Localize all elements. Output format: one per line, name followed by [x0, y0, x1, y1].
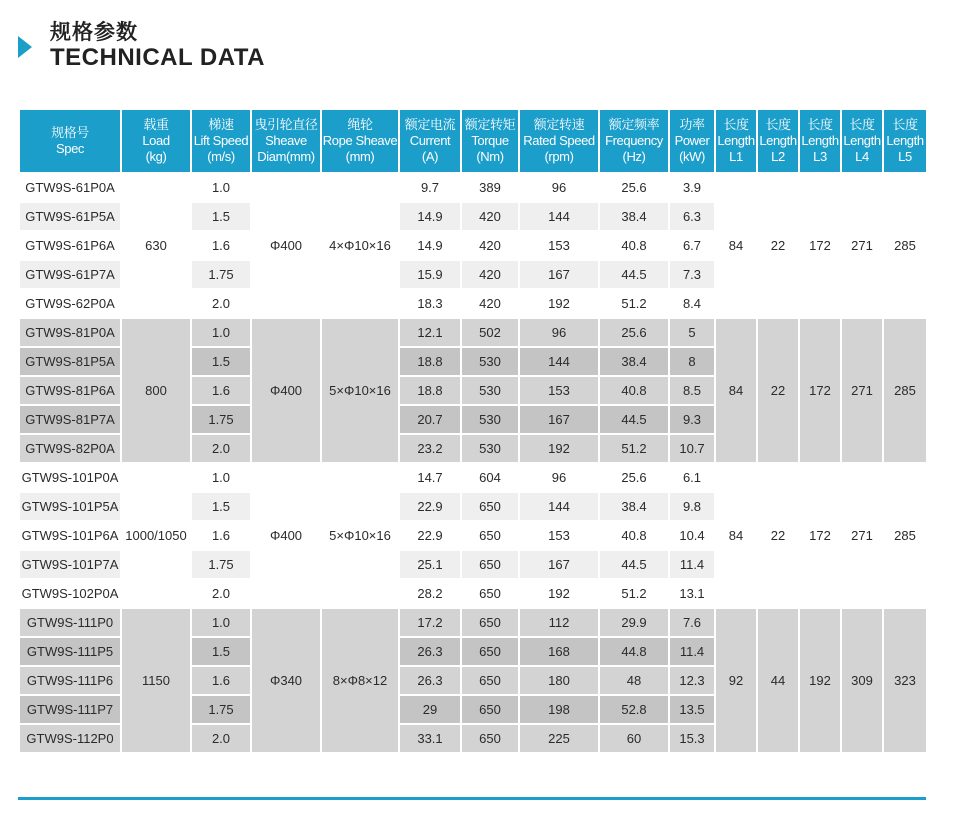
- column-header: [841, 109, 883, 173]
- column-header: [121, 109, 191, 173]
- cell-current: 23.2: [399, 434, 461, 463]
- column-header: [715, 109, 757, 173]
- cell-kw: 7.6: [669, 608, 715, 637]
- column-header-en: Rated Speed: [523, 133, 595, 148]
- table-header-row: [19, 109, 927, 173]
- cell-rpm: 225: [519, 724, 599, 753]
- cell-kw: 8: [669, 347, 715, 376]
- cell-rope: 5×Φ10×16: [321, 463, 399, 608]
- cell-speed: 1.5: [191, 202, 251, 231]
- cell-speed: 1.0: [191, 173, 251, 202]
- column-header-unit: (Nm): [476, 149, 504, 164]
- cell-L5: 285: [883, 318, 927, 463]
- column-header-cn: 长度: [723, 117, 749, 132]
- cell-spec: GTW9S-81P5A: [19, 347, 121, 376]
- cell-current: 18.8: [399, 376, 461, 405]
- cell-kw: 6.1: [669, 463, 715, 492]
- cell-kw: 9.8: [669, 492, 715, 521]
- cell-spec: GTW9S-111P7: [19, 695, 121, 724]
- cell-current: 9.7: [399, 173, 461, 202]
- cell-kw: 6.3: [669, 202, 715, 231]
- column-header-en: Frequency: [605, 133, 663, 148]
- cell-hz: 25.6: [599, 318, 669, 347]
- cell-L3: 192: [799, 608, 841, 753]
- table-bottom-rule: [18, 797, 926, 800]
- cell-current: 14.9: [399, 231, 461, 260]
- cell-speed: 2.0: [191, 289, 251, 318]
- cell-kw: 6.7: [669, 231, 715, 260]
- cell-speed: 1.0: [191, 463, 251, 492]
- column-header: [321, 109, 399, 173]
- cell-hz: 44.5: [599, 405, 669, 434]
- cell-torque: 650: [461, 724, 519, 753]
- cell-torque: 650: [461, 637, 519, 666]
- cell-hz: 52.8: [599, 695, 669, 724]
- cell-torque: 530: [461, 434, 519, 463]
- cell-torque: 650: [461, 695, 519, 724]
- cell-spec: GTW9S-101P5A: [19, 492, 121, 521]
- cell-hz: 40.8: [599, 231, 669, 260]
- cell-spec: GTW9S-61P0A: [19, 173, 121, 202]
- cell-load: 1150: [121, 608, 191, 753]
- cell-L2: 44: [757, 608, 799, 753]
- cell-hz: 40.8: [599, 521, 669, 550]
- column-header-cn: 额定频率: [608, 117, 660, 132]
- cell-current: 25.1: [399, 550, 461, 579]
- column-header-en: Power: [674, 133, 710, 148]
- column-header-unit: L5: [898, 149, 912, 164]
- cell-current: 22.9: [399, 492, 461, 521]
- cell-hz: 38.4: [599, 492, 669, 521]
- column-header-unit: (Hz): [622, 149, 646, 164]
- cell-kw: 3.9: [669, 173, 715, 202]
- column-header: [251, 109, 321, 173]
- cell-hz: 60: [599, 724, 669, 753]
- cell-hz: 44.5: [599, 260, 669, 289]
- cell-torque: 650: [461, 579, 519, 608]
- cell-spec: GTW9S-111P6: [19, 666, 121, 695]
- column-header: [191, 109, 251, 173]
- cell-current: 18.8: [399, 347, 461, 376]
- column-header-unit: L1: [729, 149, 743, 164]
- cell-load: 800: [121, 318, 191, 463]
- table-row: [19, 318, 927, 347]
- cell-current: 20.7: [399, 405, 461, 434]
- cell-L5: 285: [883, 173, 927, 318]
- technical-data-table: [18, 108, 928, 754]
- cell-current: 17.2: [399, 608, 461, 637]
- cell-hz: 40.8: [599, 376, 669, 405]
- column-header-en: Length: [759, 133, 797, 148]
- cell-L5: 285: [883, 463, 927, 608]
- cell-torque: 650: [461, 608, 519, 637]
- column-header-cn: 规格号: [51, 125, 89, 140]
- cell-rpm: 153: [519, 521, 599, 550]
- cell-rpm: 144: [519, 492, 599, 521]
- cell-kw: 11.4: [669, 550, 715, 579]
- cell-rpm: 144: [519, 202, 599, 231]
- cell-rpm: 168: [519, 637, 599, 666]
- cell-current: 12.1: [399, 318, 461, 347]
- column-header: [399, 109, 461, 173]
- cell-torque: 530: [461, 376, 519, 405]
- cell-speed: 1.75: [191, 550, 251, 579]
- column-header-cn: 额定转速: [533, 117, 585, 132]
- cell-spec: GTW9S-102P0A: [19, 579, 121, 608]
- column-header: [757, 109, 799, 173]
- cell-L4: 271: [841, 318, 883, 463]
- cell-spec: GTW9S-111P5: [19, 637, 121, 666]
- cell-L3: 172: [799, 173, 841, 318]
- cell-current: 14.9: [399, 202, 461, 231]
- cell-hz: 38.4: [599, 202, 669, 231]
- cell-rope: 4×Φ10×16: [321, 173, 399, 318]
- column-header-en: Spec: [55, 141, 85, 156]
- cell-kw: 5: [669, 318, 715, 347]
- cell-torque: 650: [461, 666, 519, 695]
- cell-L1: 84: [715, 173, 757, 318]
- cell-current: 28.2: [399, 579, 461, 608]
- column-header: [669, 109, 715, 173]
- cell-torque: 420: [461, 202, 519, 231]
- cell-hz: 44.5: [599, 550, 669, 579]
- cell-spec: GTW9S-101P0A: [19, 463, 121, 492]
- cell-current: 29: [399, 695, 461, 724]
- cell-rpm: 96: [519, 463, 599, 492]
- cell-rpm: 112: [519, 608, 599, 637]
- cell-kw: 9.3: [669, 405, 715, 434]
- cell-torque: 420: [461, 260, 519, 289]
- column-header-unit: (mm): [345, 149, 375, 164]
- column-header-cn: 长度: [849, 117, 875, 132]
- cell-rpm: 96: [519, 318, 599, 347]
- cell-sheave: Φ400: [251, 173, 321, 318]
- column-header-en: Rope Sheave: [322, 133, 398, 148]
- cell-rope: 5×Φ10×16: [321, 318, 399, 463]
- table-row: [19, 463, 927, 492]
- cell-spec: GTW9S-81P6A: [19, 376, 121, 405]
- cell-current: 22.9: [399, 521, 461, 550]
- cell-L1: 84: [715, 318, 757, 463]
- table-row: [19, 608, 927, 637]
- cell-hz: 38.4: [599, 347, 669, 376]
- heading-en: TECHNICAL DATA: [50, 44, 265, 71]
- column-header-cn: 载重: [143, 117, 169, 132]
- cell-kw: 10.4: [669, 521, 715, 550]
- cell-current: 33.1: [399, 724, 461, 753]
- cell-torque: 650: [461, 550, 519, 579]
- cell-current: 18.3: [399, 289, 461, 318]
- cell-L2: 22: [757, 173, 799, 318]
- cell-hz: 25.6: [599, 173, 669, 202]
- column-header-en: Current: [409, 133, 451, 148]
- cell-hz: 51.2: [599, 289, 669, 318]
- column-header-cn: 曳引轮直径: [254, 117, 318, 132]
- cell-L4: 309: [841, 608, 883, 753]
- cell-kw: 13.1: [669, 579, 715, 608]
- cell-rpm: 153: [519, 231, 599, 260]
- cell-spec: GTW9S-112P0: [19, 724, 121, 753]
- cell-spec: GTW9S-81P7A: [19, 405, 121, 434]
- column-header-cn: 梯速: [208, 117, 234, 132]
- cell-kw: 8.5: [669, 376, 715, 405]
- cell-hz: 51.2: [599, 434, 669, 463]
- column-header-unit: L3: [813, 149, 827, 164]
- column-header: [19, 109, 121, 173]
- cell-rpm: 167: [519, 550, 599, 579]
- cell-torque: 650: [461, 521, 519, 550]
- cell-torque: 650: [461, 492, 519, 521]
- table-body: [19, 173, 927, 753]
- cell-rpm: 192: [519, 579, 599, 608]
- cell-torque: 530: [461, 405, 519, 434]
- column-header-cn: 额定电流: [404, 117, 456, 132]
- cell-kw: 10.7: [669, 434, 715, 463]
- cell-spec: GTW9S-62P0A: [19, 289, 121, 318]
- cell-kw: 12.3: [669, 666, 715, 695]
- cell-speed: 2.0: [191, 724, 251, 753]
- cell-L1: 84: [715, 463, 757, 608]
- cell-hz: 51.2: [599, 579, 669, 608]
- column-header-cn: 长度: [892, 117, 918, 132]
- column-header-en: Load: [142, 133, 170, 148]
- cell-load: 630: [121, 173, 191, 318]
- column-header-en: Sheave: [265, 133, 307, 148]
- heading-cn: 规格参数: [50, 21, 138, 44]
- cell-rpm: 180: [519, 666, 599, 695]
- column-header-unit: (rpm): [544, 149, 574, 164]
- cell-spec: GTW9S-81P0A: [19, 318, 121, 347]
- column-header-unit: (m/s): [207, 149, 235, 164]
- cell-torque: 420: [461, 289, 519, 318]
- cell-speed: 2.0: [191, 579, 251, 608]
- column-header-unit: L4: [855, 149, 869, 164]
- column-header-unit: (kg): [145, 149, 167, 164]
- cell-speed: 1.5: [191, 347, 251, 376]
- column-header: [883, 109, 927, 173]
- cell-sheave: Φ340: [251, 608, 321, 753]
- cell-hz: 25.6: [599, 463, 669, 492]
- cell-speed: 1.6: [191, 666, 251, 695]
- cell-speed: 1.75: [191, 695, 251, 724]
- cell-spec: GTW9S-61P6A: [19, 231, 121, 260]
- cell-current: 15.9: [399, 260, 461, 289]
- cell-spec: GTW9S-82P0A: [19, 434, 121, 463]
- cell-spec: GTW9S-61P5A: [19, 202, 121, 231]
- cell-speed: 1.6: [191, 521, 251, 550]
- cell-kw: 13.5: [669, 695, 715, 724]
- cell-speed: 1.0: [191, 318, 251, 347]
- column-header-cn: 额定转矩: [464, 117, 516, 132]
- cell-kw: 7.3: [669, 260, 715, 289]
- cell-rpm: 96: [519, 173, 599, 202]
- column-header-unit: Diam(mm): [257, 149, 315, 164]
- cell-speed: 1.6: [191, 231, 251, 260]
- cell-load: 1000/1050: [121, 463, 191, 608]
- cell-rpm: 167: [519, 405, 599, 434]
- cell-L4: 271: [841, 173, 883, 318]
- cell-speed: 1.75: [191, 260, 251, 289]
- cell-current: 26.3: [399, 666, 461, 695]
- column-header-unit: L2: [771, 149, 785, 164]
- cell-L2: 22: [757, 463, 799, 608]
- cell-speed: 1.0: [191, 608, 251, 637]
- cell-L2: 22: [757, 318, 799, 463]
- cell-rpm: 144: [519, 347, 599, 376]
- cell-torque: 389: [461, 173, 519, 202]
- cell-torque: 420: [461, 231, 519, 260]
- technical-data-table-wrap: [18, 108, 926, 754]
- cell-L1: 92: [715, 608, 757, 753]
- column-header: [799, 109, 841, 173]
- cell-speed: 2.0: [191, 434, 251, 463]
- cell-speed: 1.5: [191, 492, 251, 521]
- column-header-cn: 绳轮: [347, 117, 373, 132]
- cell-torque: 604: [461, 463, 519, 492]
- cell-spec: GTW9S-111P0: [19, 608, 121, 637]
- column-header-en: Length: [717, 133, 755, 148]
- column-header: [461, 109, 519, 173]
- cell-current: 26.3: [399, 637, 461, 666]
- column-header-unit: (A): [421, 149, 439, 164]
- cell-hz: 29.9: [599, 608, 669, 637]
- column-header-en: Length: [801, 133, 839, 148]
- cell-speed: 1.75: [191, 405, 251, 434]
- triangle-marker-icon: [18, 36, 32, 58]
- cell-spec: GTW9S-101P6A: [19, 521, 121, 550]
- cell-spec: GTW9S-101P7A: [19, 550, 121, 579]
- cell-rpm: 153: [519, 376, 599, 405]
- cell-L3: 172: [799, 318, 841, 463]
- column-header: [599, 109, 669, 173]
- cell-torque: 530: [461, 347, 519, 376]
- column-header-unit: (kW): [679, 149, 705, 164]
- column-header-en: Length: [843, 133, 881, 148]
- cell-hz: 44.8: [599, 637, 669, 666]
- cell-speed: 1.5: [191, 637, 251, 666]
- column-header-cn: 长度: [765, 117, 791, 132]
- cell-rpm: 198: [519, 695, 599, 724]
- cell-sheave: Φ400: [251, 463, 321, 608]
- cell-L4: 271: [841, 463, 883, 608]
- cell-current: 14.7: [399, 463, 461, 492]
- column-header-en: Length: [886, 133, 924, 148]
- cell-speed: 1.6: [191, 376, 251, 405]
- cell-rope: 8×Φ8×12: [321, 608, 399, 753]
- cell-kw: 15.3: [669, 724, 715, 753]
- column-header-en: Lift Speed: [193, 133, 249, 148]
- cell-rpm: 192: [519, 289, 599, 318]
- column-header: [519, 109, 599, 173]
- cell-hz: 48: [599, 666, 669, 695]
- cell-kw: 8.4: [669, 289, 715, 318]
- cell-L3: 172: [799, 463, 841, 608]
- cell-L5: 323: [883, 608, 927, 753]
- cell-spec: GTW9S-61P7A: [19, 260, 121, 289]
- column-header-cn: 长度: [807, 117, 833, 132]
- cell-rpm: 167: [519, 260, 599, 289]
- cell-kw: 11.4: [669, 637, 715, 666]
- cell-sheave: Φ400: [251, 318, 321, 463]
- column-header-cn: 功率: [679, 117, 705, 132]
- table-row: [19, 173, 927, 202]
- cell-torque: 502: [461, 318, 519, 347]
- cell-rpm: 192: [519, 434, 599, 463]
- column-header-en: Torque: [471, 133, 509, 148]
